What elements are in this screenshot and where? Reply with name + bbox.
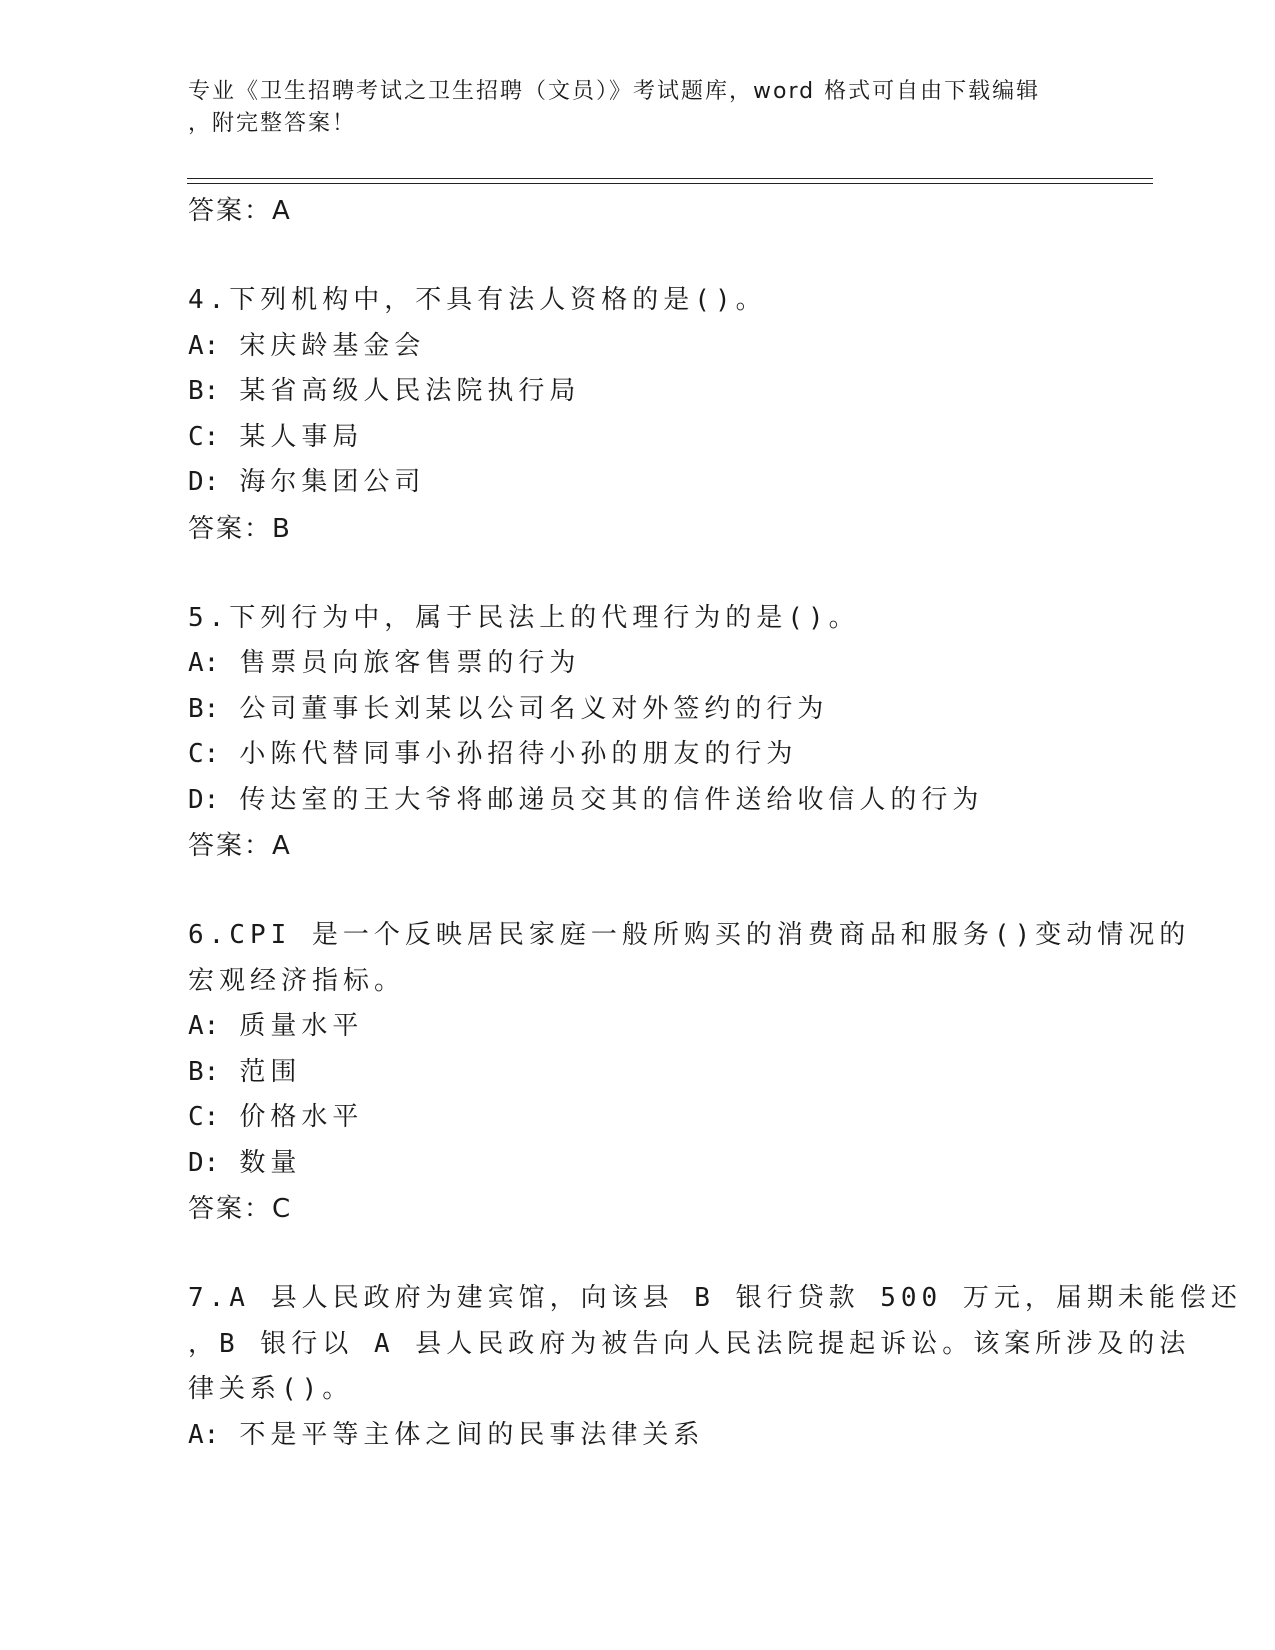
question-stem-line: 4.下列机构中，不具有法人资格的是()。: [188, 285, 767, 315]
question-gap: [188, 234, 1088, 278]
option-label: C: [188, 421, 204, 452]
header-line-2: ，附完整答案！: [188, 111, 357, 136]
option-separator: :: [203, 467, 220, 497]
question-stem: [188, 913, 1191, 1004]
answer-option: [188, 460, 1088, 506]
option-separator: :: [203, 784, 220, 815]
answer-line: 答案：A: [188, 831, 292, 861]
option-label: D: [188, 467, 204, 497]
question-stem-line: 5.下列行为中，属于民法上的代理行为的是()。: [188, 602, 860, 633]
question-block: [188, 1276, 1242, 1458]
option-label: D: [188, 1147, 204, 1178]
option-label: A: [188, 1011, 204, 1041]
question-block: [188, 596, 1088, 870]
question-block: [188, 278, 1088, 552]
answer-option: [188, 1004, 1088, 1050]
option-label: A: [188, 648, 204, 678]
question-list: [188, 188, 1242, 1458]
answer-option: [188, 1141, 1088, 1187]
answer-option: [188, 1050, 1088, 1096]
document-header: [188, 76, 1088, 140]
answer-line: 答案：A: [188, 196, 292, 226]
question-stem-line: ，B 银行以 A 县人民政府为被告向人民法院提起诉讼。该案所涉及的法: [188, 1328, 1191, 1359]
question-block: [188, 913, 1191, 1232]
option-label: B: [188, 1056, 204, 1087]
header-rule-bottom: [187, 183, 1153, 184]
questions-container: [188, 234, 1242, 1458]
option-text: 质量水平: [239, 1011, 364, 1041]
question-stem: [188, 1276, 1242, 1413]
question-gap: [188, 1232, 1088, 1276]
option-separator: :: [203, 1056, 220, 1087]
question-stem-line: 7.A 县人民政府为建宾馆，向该县 B 银行贷款 500 万元，届期未能偿还: [188, 1283, 1242, 1313]
option-separator: :: [203, 1419, 220, 1450]
option-separator: :: [203, 648, 220, 678]
option-text: 数量: [239, 1147, 302, 1178]
option-label: A: [188, 330, 204, 361]
answer-line: 答案：C: [188, 1194, 293, 1224]
option-text: 售票员向旅客售票的行为: [239, 648, 581, 678]
question-stem-line: 律关系()。: [188, 1374, 354, 1404]
option-separator: :: [203, 421, 220, 452]
question-stem: [188, 596, 1088, 642]
answer-option: [188, 778, 1088, 824]
question-gap: [188, 552, 1088, 596]
option-label: A: [188, 1419, 204, 1450]
question-stem-line: 6.CPI 是一个反映居民家庭一般所购买的消费商品和服务()变动情况的: [188, 920, 1191, 950]
option-text: 某省高级人民法院执行局: [239, 376, 581, 406]
option-text: 价格水平: [239, 1102, 364, 1132]
option-text: 不是平等主体之间的民事法律关系: [239, 1419, 705, 1450]
question-stem-line: 宏观经济指标。: [188, 965, 406, 996]
option-text: 传达室的王大爷将邮递员交其的信件送给收信人的行为: [239, 784, 984, 815]
option-separator: :: [203, 376, 220, 406]
answer-option: [188, 1095, 1088, 1141]
option-label: D: [188, 784, 204, 815]
question-gap: [188, 869, 1088, 913]
option-label: B: [188, 376, 204, 406]
answer-option: [188, 732, 1088, 778]
option-text: 公司董事长刘某以公司名义对外签约的行为: [239, 693, 829, 724]
option-text: 宋庆龄基金会: [239, 330, 426, 361]
answer-option: [188, 369, 1088, 415]
question-stem: [188, 278, 1088, 324]
option-separator: :: [203, 693, 220, 724]
header-line-1: 专业《卫生招聘考试之卫生招聘（文员）》考试题库，word 格式可自由下载编辑: [188, 79, 1041, 104]
option-text: 小陈代替同事小孙招待小孙的朋友的行为: [239, 739, 798, 769]
option-separator: :: [203, 330, 220, 361]
answer-option: [188, 1413, 1088, 1459]
option-text: 某人事局: [239, 421, 364, 452]
header-rule-top: [187, 178, 1153, 179]
option-label: B: [188, 693, 204, 724]
option-separator: :: [203, 1011, 220, 1041]
option-text: 范围: [239, 1056, 302, 1087]
answer-line: 答案：B: [188, 513, 292, 544]
answer-option: [188, 687, 1088, 733]
option-separator: :: [203, 739, 220, 769]
answer-option: [188, 324, 1088, 370]
option-separator: :: [203, 1102, 220, 1132]
option-separator: :: [203, 1147, 220, 1178]
option-text: 海尔集团公司: [239, 467, 426, 497]
answer-option: [188, 641, 1088, 687]
answer-option: [188, 415, 1088, 461]
option-label: C: [188, 1102, 204, 1132]
option-label: C: [188, 739, 204, 769]
